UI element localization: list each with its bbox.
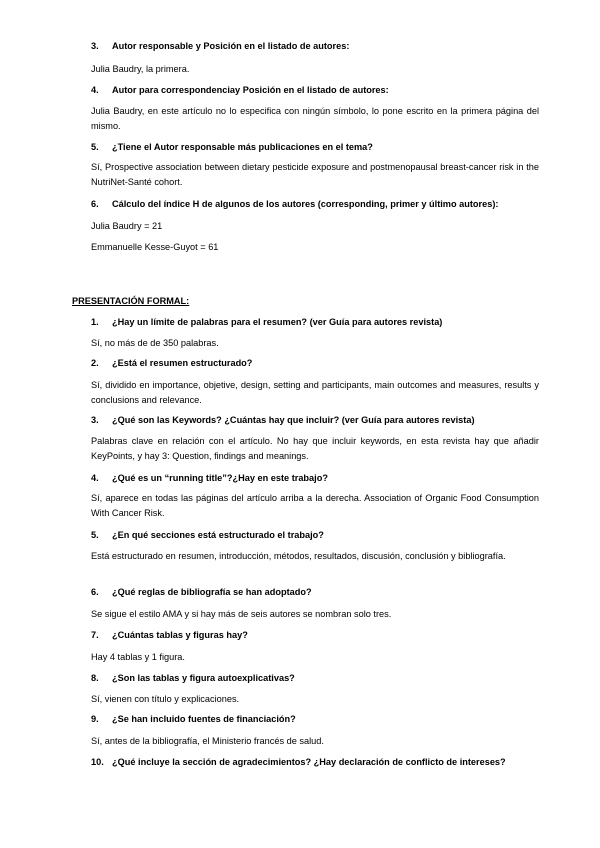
question-heading	[91, 629, 541, 642]
question-text: ¿En qué secciones está estructurado el trabajo?	[112, 530, 324, 540]
answer-paragraph: Hay 4 tablas y 1 figura.	[91, 652, 185, 662]
question-number: 2.	[91, 358, 99, 368]
question-heading	[91, 756, 541, 769]
question-heading	[91, 141, 541, 154]
question-text: ¿Está el resumen estructurado?	[112, 358, 253, 368]
question-number: 4.	[91, 85, 99, 95]
question-text: ¿Cuántas tablas y figuras hay?	[112, 630, 248, 640]
answer-paragraph: Sí, Prospective association between dietary pesticide exposure and postmenopausal breast-cancer risk in the NutriNet-Santé cohort.	[91, 162, 539, 187]
question-text: ¿Tiene el Autor responsable más publicaciones en el tema?	[112, 142, 373, 152]
answer-paragraph: Sí, dividido en importance, objetive, design, setting and participants, main outcomes and measures, results y conclusions and relevance.	[91, 380, 539, 405]
question-number: 5.	[91, 530, 99, 540]
answer-paragraph: Sí, no más de de 350 palabras.	[91, 338, 219, 348]
question-heading	[91, 472, 541, 485]
question-number: 7.	[91, 630, 99, 640]
question-heading	[91, 84, 541, 97]
question-heading	[91, 40, 541, 53]
question-text: ¿Qué son las Keywords? ¿Cuántas hay que incluir? (ver Guía para autores revista)	[112, 415, 475, 425]
answer-paragraph: Palabras clave en relación con el artículo. No hay que incluir keywords, en esta revista hay que añadir KeyPoints, y hay 3: Question, findings and meanings.	[91, 436, 539, 461]
question-number: 4.	[91, 473, 99, 483]
question-number: 3.	[91, 41, 99, 51]
answer-paragraph: Sí, antes de la bibliografía, el Ministerio francés de salud.	[91, 736, 324, 746]
section-title: PRESENTACIÓN FORMAL:	[72, 296, 190, 306]
question-number: 5.	[91, 142, 99, 152]
answer-paragraph: Está estructurado en resumen, introducción, métodos, resultados, discusión, conclusión y bibliografía.	[91, 551, 506, 561]
answer-paragraph: Sí, vienen con título y explicaciones.	[91, 694, 240, 704]
answer-paragraph: Emmanuelle Kesse-Guyot = 61	[91, 242, 219, 252]
question-number: 10.	[91, 757, 104, 767]
question-heading	[91, 529, 541, 542]
question-heading	[91, 586, 541, 599]
question-text: ¿Hay un límite de palabras para el resumen? (ver Guía para autores revista)	[112, 317, 443, 327]
question-text: ¿Se han incluido fuentes de financiación?	[112, 714, 296, 724]
question-text: Autor para correspondenciay Posición en el listado de autores:	[112, 85, 389, 95]
question-text: ¿Qué incluye la sección de agradecimientos? ¿Hay declaración de conflicto de intereses?	[112, 757, 506, 767]
question-heading	[91, 357, 541, 370]
question-text: Autor responsable y Posición en el listado de autores:	[112, 41, 350, 51]
question-number: 3.	[91, 415, 99, 425]
question-heading	[91, 316, 541, 329]
question-heading	[91, 672, 541, 685]
question-text: ¿Qué reglas de bibliografía se han adoptado?	[112, 587, 312, 597]
question-heading	[91, 414, 541, 427]
answer-paragraph: Se sigue el estilo AMA y si hay más de seis autores se nombran solo tres.	[91, 609, 392, 619]
question-number: 1.	[91, 317, 99, 327]
question-text: Cálculo del índice H de algunos de los autores (corresponding, primer y último autores):	[112, 199, 499, 209]
answer-paragraph: Julia Baudry = 21	[91, 221, 163, 231]
question-number: 6.	[91, 199, 99, 209]
question-number: 8.	[91, 673, 99, 683]
question-number: 6.	[91, 587, 99, 597]
question-heading	[91, 198, 541, 211]
question-number: 9.	[91, 714, 99, 724]
question-heading	[91, 713, 541, 726]
answer-paragraph: Sí, aparece en todas las páginas del artículo arriba a la derecha. Association of Organic Food Consumption With Cancer Risk.	[91, 493, 539, 518]
question-text: ¿Qué es un “running title”?¿Hay en este trabajo?	[112, 473, 328, 483]
answer-paragraph: Julia Baudry, la primera.	[91, 64, 190, 74]
answer-paragraph: Julia Baudry, en este artículo no lo especifica con ningún símbolo, lo pone escrito en la primera página del mismo.	[91, 106, 539, 131]
question-text: ¿Son las tablas y figura autoexplicativas?	[112, 673, 295, 683]
